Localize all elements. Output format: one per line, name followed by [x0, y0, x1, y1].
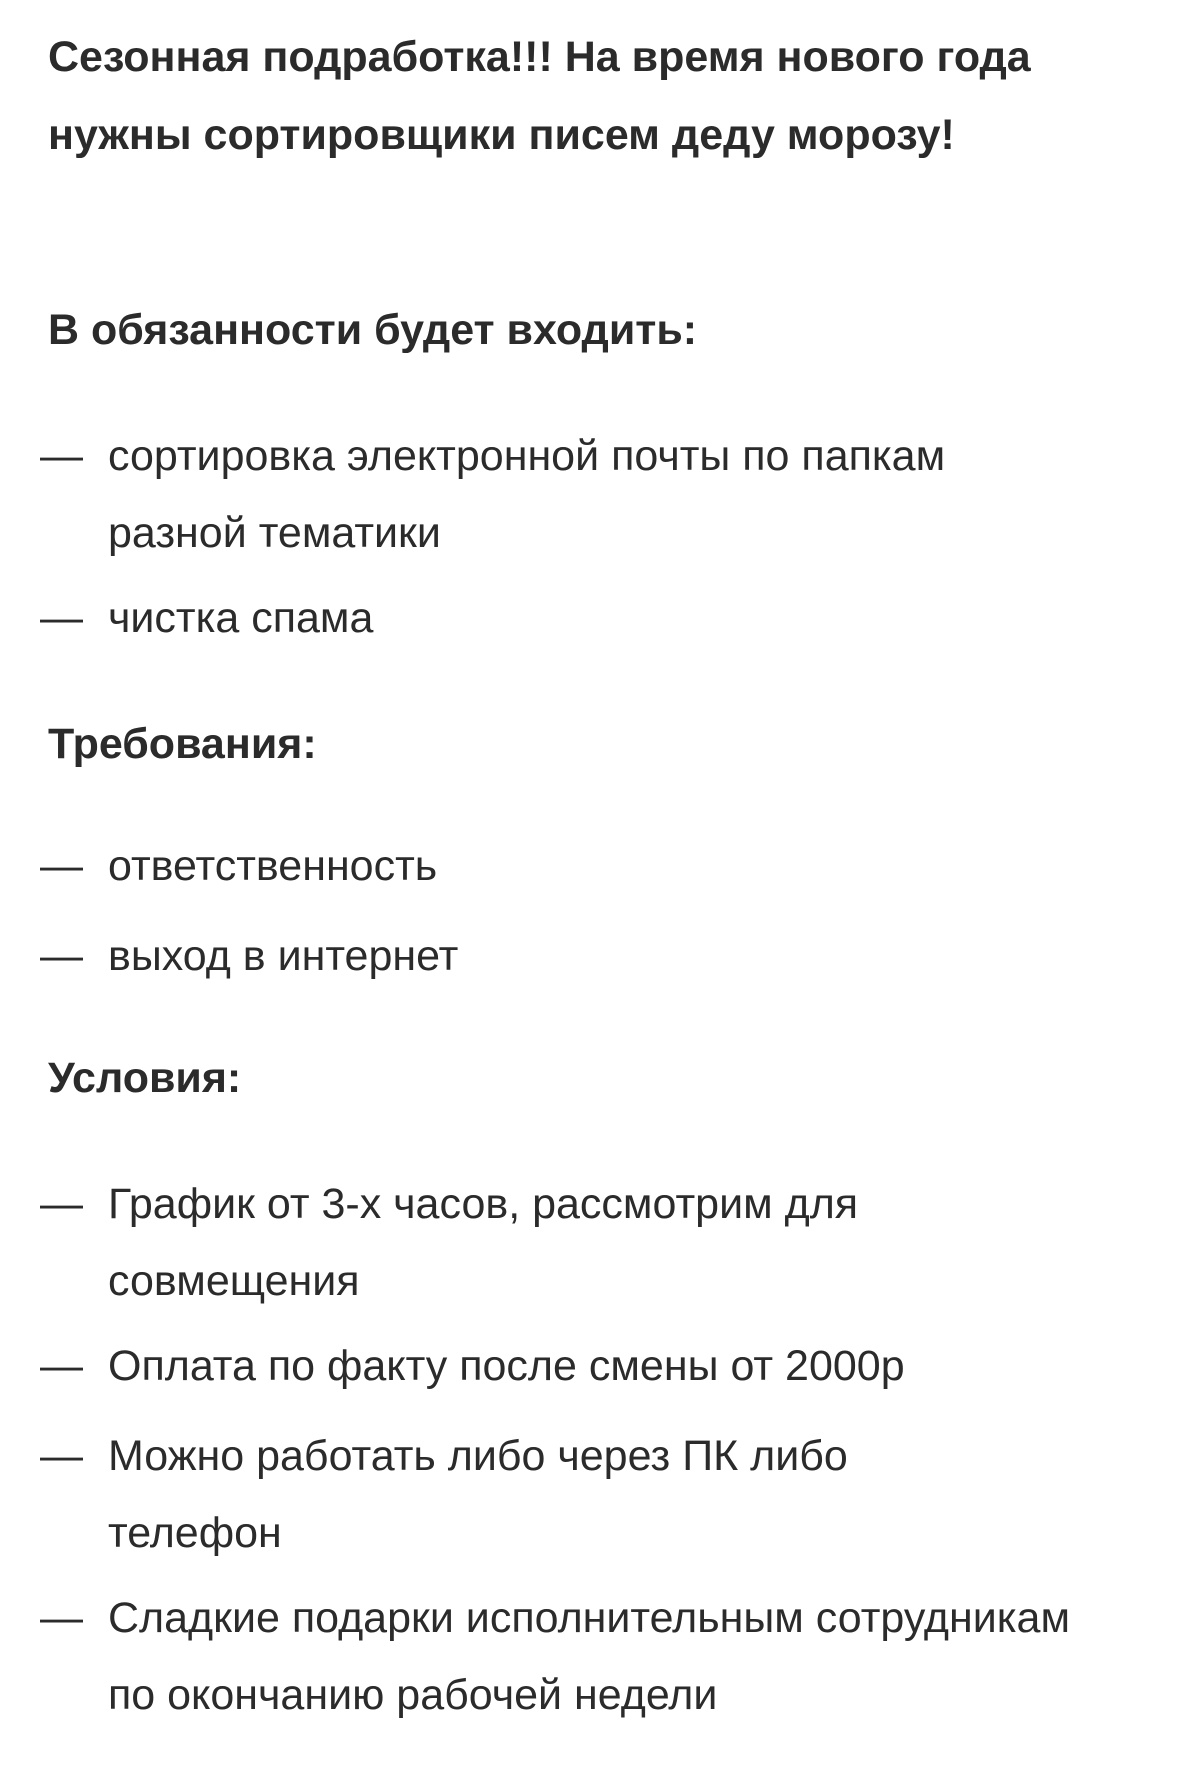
list-item-text: Можно работать либо через ПК либо телефон	[108, 1432, 848, 1557]
list-item-text: ответственность	[108, 842, 438, 890]
dash-bullet: —	[40, 1180, 83, 1228]
list-item	[40, 418, 1160, 572]
list-item	[40, 1328, 1160, 1405]
list-item	[40, 580, 1160, 657]
dash-bullet: —	[40, 932, 83, 980]
post-title: Сезонная подработка!!! На время нового года нужны сортировщики писем деду морозу!	[48, 33, 1031, 159]
list-item-text: чистка спама	[108, 594, 374, 642]
list-item	[40, 1166, 1160, 1320]
section-heading-conditions: Условия:	[48, 1054, 242, 1102]
list-item	[40, 1580, 1160, 1734]
dash-bullet: —	[40, 594, 83, 642]
dash-bullet: —	[40, 842, 83, 890]
dash-bullet: —	[40, 1342, 83, 1390]
section-heading-requirements: Требования:	[48, 720, 317, 768]
list-item-text: выход в интернет	[108, 932, 459, 980]
list-item-text: График от 3-х часов, рассмотрим для совмещения	[108, 1180, 859, 1305]
dash-bullet: —	[40, 432, 83, 480]
list-item	[40, 1418, 1160, 1572]
list-item	[40, 828, 1160, 905]
dash-bullet: —	[40, 1594, 83, 1642]
list-item-text: Оплата по факту после смены от 2000р	[108, 1342, 905, 1390]
list-item	[40, 918, 1160, 995]
list-item-text: Сладкие подарки исполнительным сотрудникам по окончанию рабочей недели	[108, 1594, 1071, 1719]
section-heading-duties: В обязанности будет входить:	[48, 306, 698, 354]
list-item-text: сортировка электронной почты по папкам разной тематики	[108, 432, 946, 557]
dash-bullet: —	[40, 1432, 83, 1480]
